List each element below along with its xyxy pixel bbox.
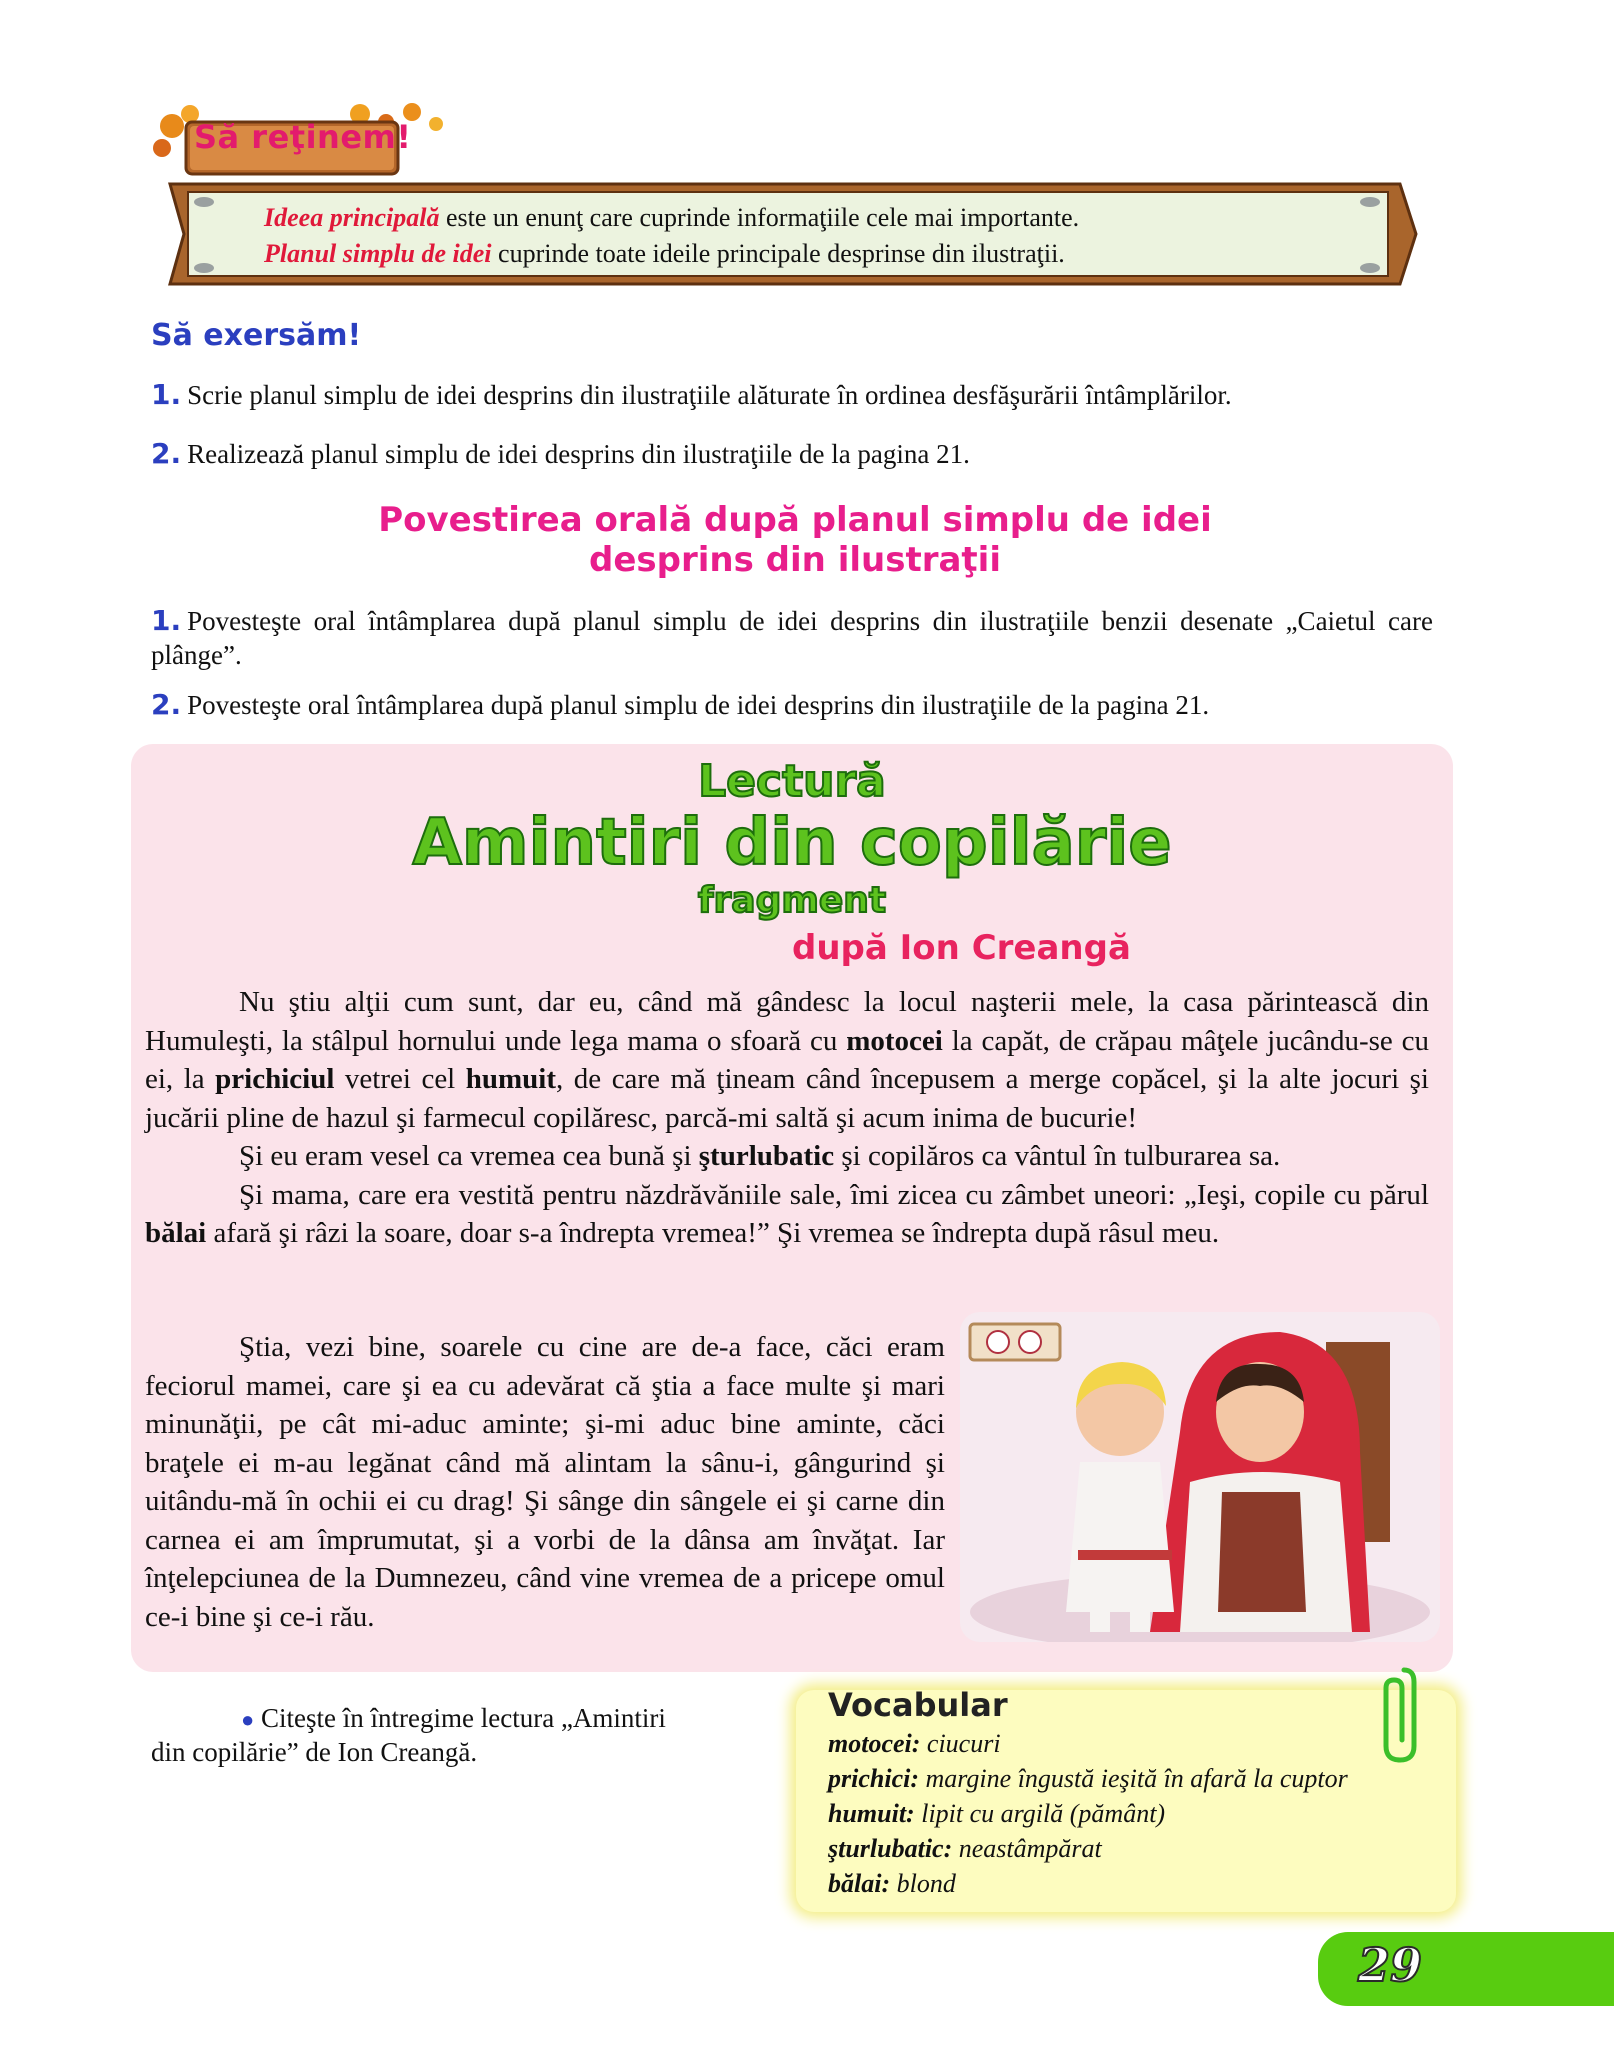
term-simple-plan: Planul simplu de idei <box>264 239 492 268</box>
oral-item-2 <box>151 688 1451 722</box>
term-main-idea: Ideea principală <box>264 203 440 232</box>
vocabulary-item: prichici: margine îngustă ieşită în afară la cuptor <box>828 1764 1348 1793</box>
reading-paragraph-1: Nu ştiu alţii cum sunt, dar eu, când mă gândesc la locul naşterii mele, la casa părintească din Humuleşti, la stâlpul hornului unde lega mama o sfoară cu motocei la capăt, de crăpau mâţele jucându-se cu ei, la prichiciul vetrei cel humuit, de care mă ţineam când începusem a merge copăcel, şi la alte jocuri şi jucării pline de hazul şi farmecul copilăresc, parcă-mi saltă şi acum inima de bucurie! <box>145 986 1429 1134</box>
vocabulary-item: humuit: lipit cu argilă (pământ) <box>828 1799 1166 1828</box>
reading-author: după Ion Creangă <box>792 928 1131 968</box>
page-number: 29 <box>1358 1938 1423 1992</box>
oral-item-1-text: Povesteşte oral întâmplarea după planul simplu de idei desprins din ilustraţiile benzii desenate „Caietul care plânge”. <box>151 606 1433 670</box>
oral-item-1 <box>151 604 1433 672</box>
word-motocei: motocei <box>846 1024 943 1057</box>
reading-paragraph-4: Ştia, vezi bine, soarele cu cine are de-a face, căci eram feciorul mamei, care şi ea cu adevărat că ştia a face multe şi mari minunăţii, pe cât mi-aduc aminte; şi-mi aduc bine aminte, căci braţele ei m-au legănat când mă alintam la sânu-i, gângurind şi uitându-mă în ochii ei cu drag! Şi sânge din sângele ei şi carne din carnea ei am împrumutat, şi a vorbi de la dânsa am învăţat. Iar înţelepciunea de la Dumnezeu, când vine vremea de a pricepe omul ce-i bine şi ce-i rău. <box>145 1331 945 1633</box>
mother-child-illustration <box>960 1312 1440 1642</box>
practice-item-2-number: 2. <box>151 437 182 470</box>
practice-item-1-number: 1. <box>151 378 182 411</box>
oral-heading <box>150 500 1440 580</box>
oral-item-2-text: Povesteşte oral întâmplarea după planul simplu de idei desprins din ilustraţiile de la pagina 21. <box>187 690 1210 720</box>
practice-item-2 <box>151 437 1451 471</box>
reading-paragraph-4-box <box>145 1328 945 1636</box>
reading-subtitle: fragment <box>697 880 887 921</box>
reading-paragraphs-top <box>145 983 1429 1253</box>
vocabulary-title: Vocabular <box>828 1686 1008 1724</box>
vocabulary-list <box>828 1726 1348 1901</box>
reading-task <box>151 1702 701 1768</box>
practice-item-1-text: Scrie planul simplu de idei desprins din ilustraţiile alăturate în ordinea desfăşurării întâmplărilor. <box>187 380 1232 410</box>
remember-box <box>160 178 1420 290</box>
practice-heading: Să exersăm! <box>151 318 362 353</box>
paperclip-icon <box>1378 1664 1418 1764</box>
reading-paragraph-2: Şi eu eram vesel ca vremea cea bună şi şturlubatic şi copilăros ca vântul în tulburarea sa. <box>239 1140 1281 1172</box>
reading-task-text: Citeşte în întregime lectura „Amintiri din copilărie” de Ion Creangă. <box>151 1703 666 1767</box>
remember-tag-label: Să reţinem! <box>194 118 412 156</box>
oral-item-1-number: 1. <box>151 604 182 637</box>
oral-heading-line-2: desprins din ilustraţii <box>589 540 1001 580</box>
vocabulary-item: bălai: blond <box>828 1869 956 1898</box>
simple-plan-definition: cuprinde toate ideile principale desprinse din ilustraţii. <box>491 239 1065 268</box>
vocabulary-item: motocei: ciucuri <box>828 1729 1001 1758</box>
practice-item-2-text: Realizează planul simplu de idei desprins din ilustraţiile de la pagina 21. <box>187 439 970 469</box>
page-number-tab <box>1318 1932 1614 2006</box>
word-humuit: humuit <box>465 1063 557 1095</box>
remember-line-1 <box>264 200 1079 236</box>
remember-line-2 <box>264 236 1079 272</box>
word-balai: bălai <box>145 1217 207 1249</box>
remember-tag <box>150 100 450 180</box>
oral-heading-line-1: Povestirea orală după planul simplu de idei <box>378 500 1212 540</box>
reading-title: Amintiri din copilărie <box>412 806 1172 880</box>
reading-label: Lectură <box>698 756 886 807</box>
word-prichiciul: prichiciul <box>215 1063 335 1095</box>
practice-item-1 <box>151 378 1451 412</box>
vocabulary-item: şturlubatic: neastâmpărat <box>828 1834 1102 1863</box>
word-sturlubatic: şturlubatic <box>698 1140 835 1172</box>
reading-paragraph-3: Şi mama, care era vestită pentru năzdrăvăniile sale, îmi zicea cu zâmbet uneori: „Ieşi, copile cu părul bălai afară şi râzi la soare, doar s-a îndrepta vremea!” Şi vremea se îndrepta după râsul meu. <box>145 1178 1429 1249</box>
oral-item-2-number: 2. <box>151 688 182 721</box>
main-idea-definition: este un enunţ care cuprinde informaţiile cele mai importante. <box>439 203 1080 232</box>
bullet-icon: ● <box>241 1707 255 1732</box>
